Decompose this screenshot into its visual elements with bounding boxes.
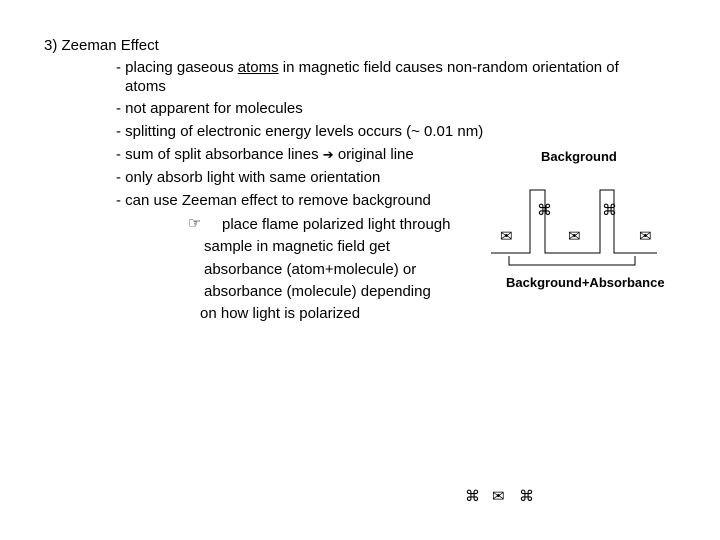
bullet-1-text-end: in magnetic field causes non-random orientation of <box>278 59 619 76</box>
command-icon: ⌘ <box>519 488 534 505</box>
sub-line-1: place flame polarized light through <box>222 216 451 233</box>
command-icon: ⌘ <box>602 202 617 219</box>
bullet-1-text-start: - placing gaseous <box>116 59 238 76</box>
envelope-icon: ✉ <box>500 228 513 245</box>
background-absorbance-label: Background+Absorbance <box>506 275 665 290</box>
sub-line-4: absorbance (molecule) depending <box>204 283 431 300</box>
bullet-4-text-end: original line <box>333 146 414 163</box>
envelope-icon: ✉ <box>492 488 505 505</box>
bullet-1-continuation: atoms <box>125 78 166 95</box>
slide-heading: 3) Zeeman Effect <box>44 37 159 54</box>
bullet-orientation: - only absorb light with same orientation <box>116 169 381 186</box>
background-label: Background <box>541 149 617 164</box>
sub-line-2: sample in magnetic field get <box>204 238 390 255</box>
command-icon: ⌘ <box>537 202 552 219</box>
bullet-molecules: - not apparent for molecules <box>116 100 303 117</box>
right-arrow-icon: ➔ <box>322 147 334 162</box>
envelope-icon: ✉ <box>639 228 652 245</box>
pointing-hand-icon: ☞ <box>188 215 202 232</box>
baseline-bracket <box>509 256 635 265</box>
bullet-4-text-start: - sum of split absorbance lines <box>116 146 323 163</box>
sub-line-5: on how light is polarized <box>200 305 361 322</box>
atoms-link[interactable]: atoms <box>237 59 279 76</box>
command-icon: ⌘ <box>465 488 480 505</box>
bullet-splitting: - splitting of electronic energy levels occurs (~ 0.01 nm) <box>116 123 484 140</box>
bullet-remove-background: - can use Zeeman effect to remove background <box>116 192 431 209</box>
envelope-icon: ✉ <box>568 228 581 245</box>
sub-line-3: absorbance (atom+molecule) or <box>204 261 417 278</box>
